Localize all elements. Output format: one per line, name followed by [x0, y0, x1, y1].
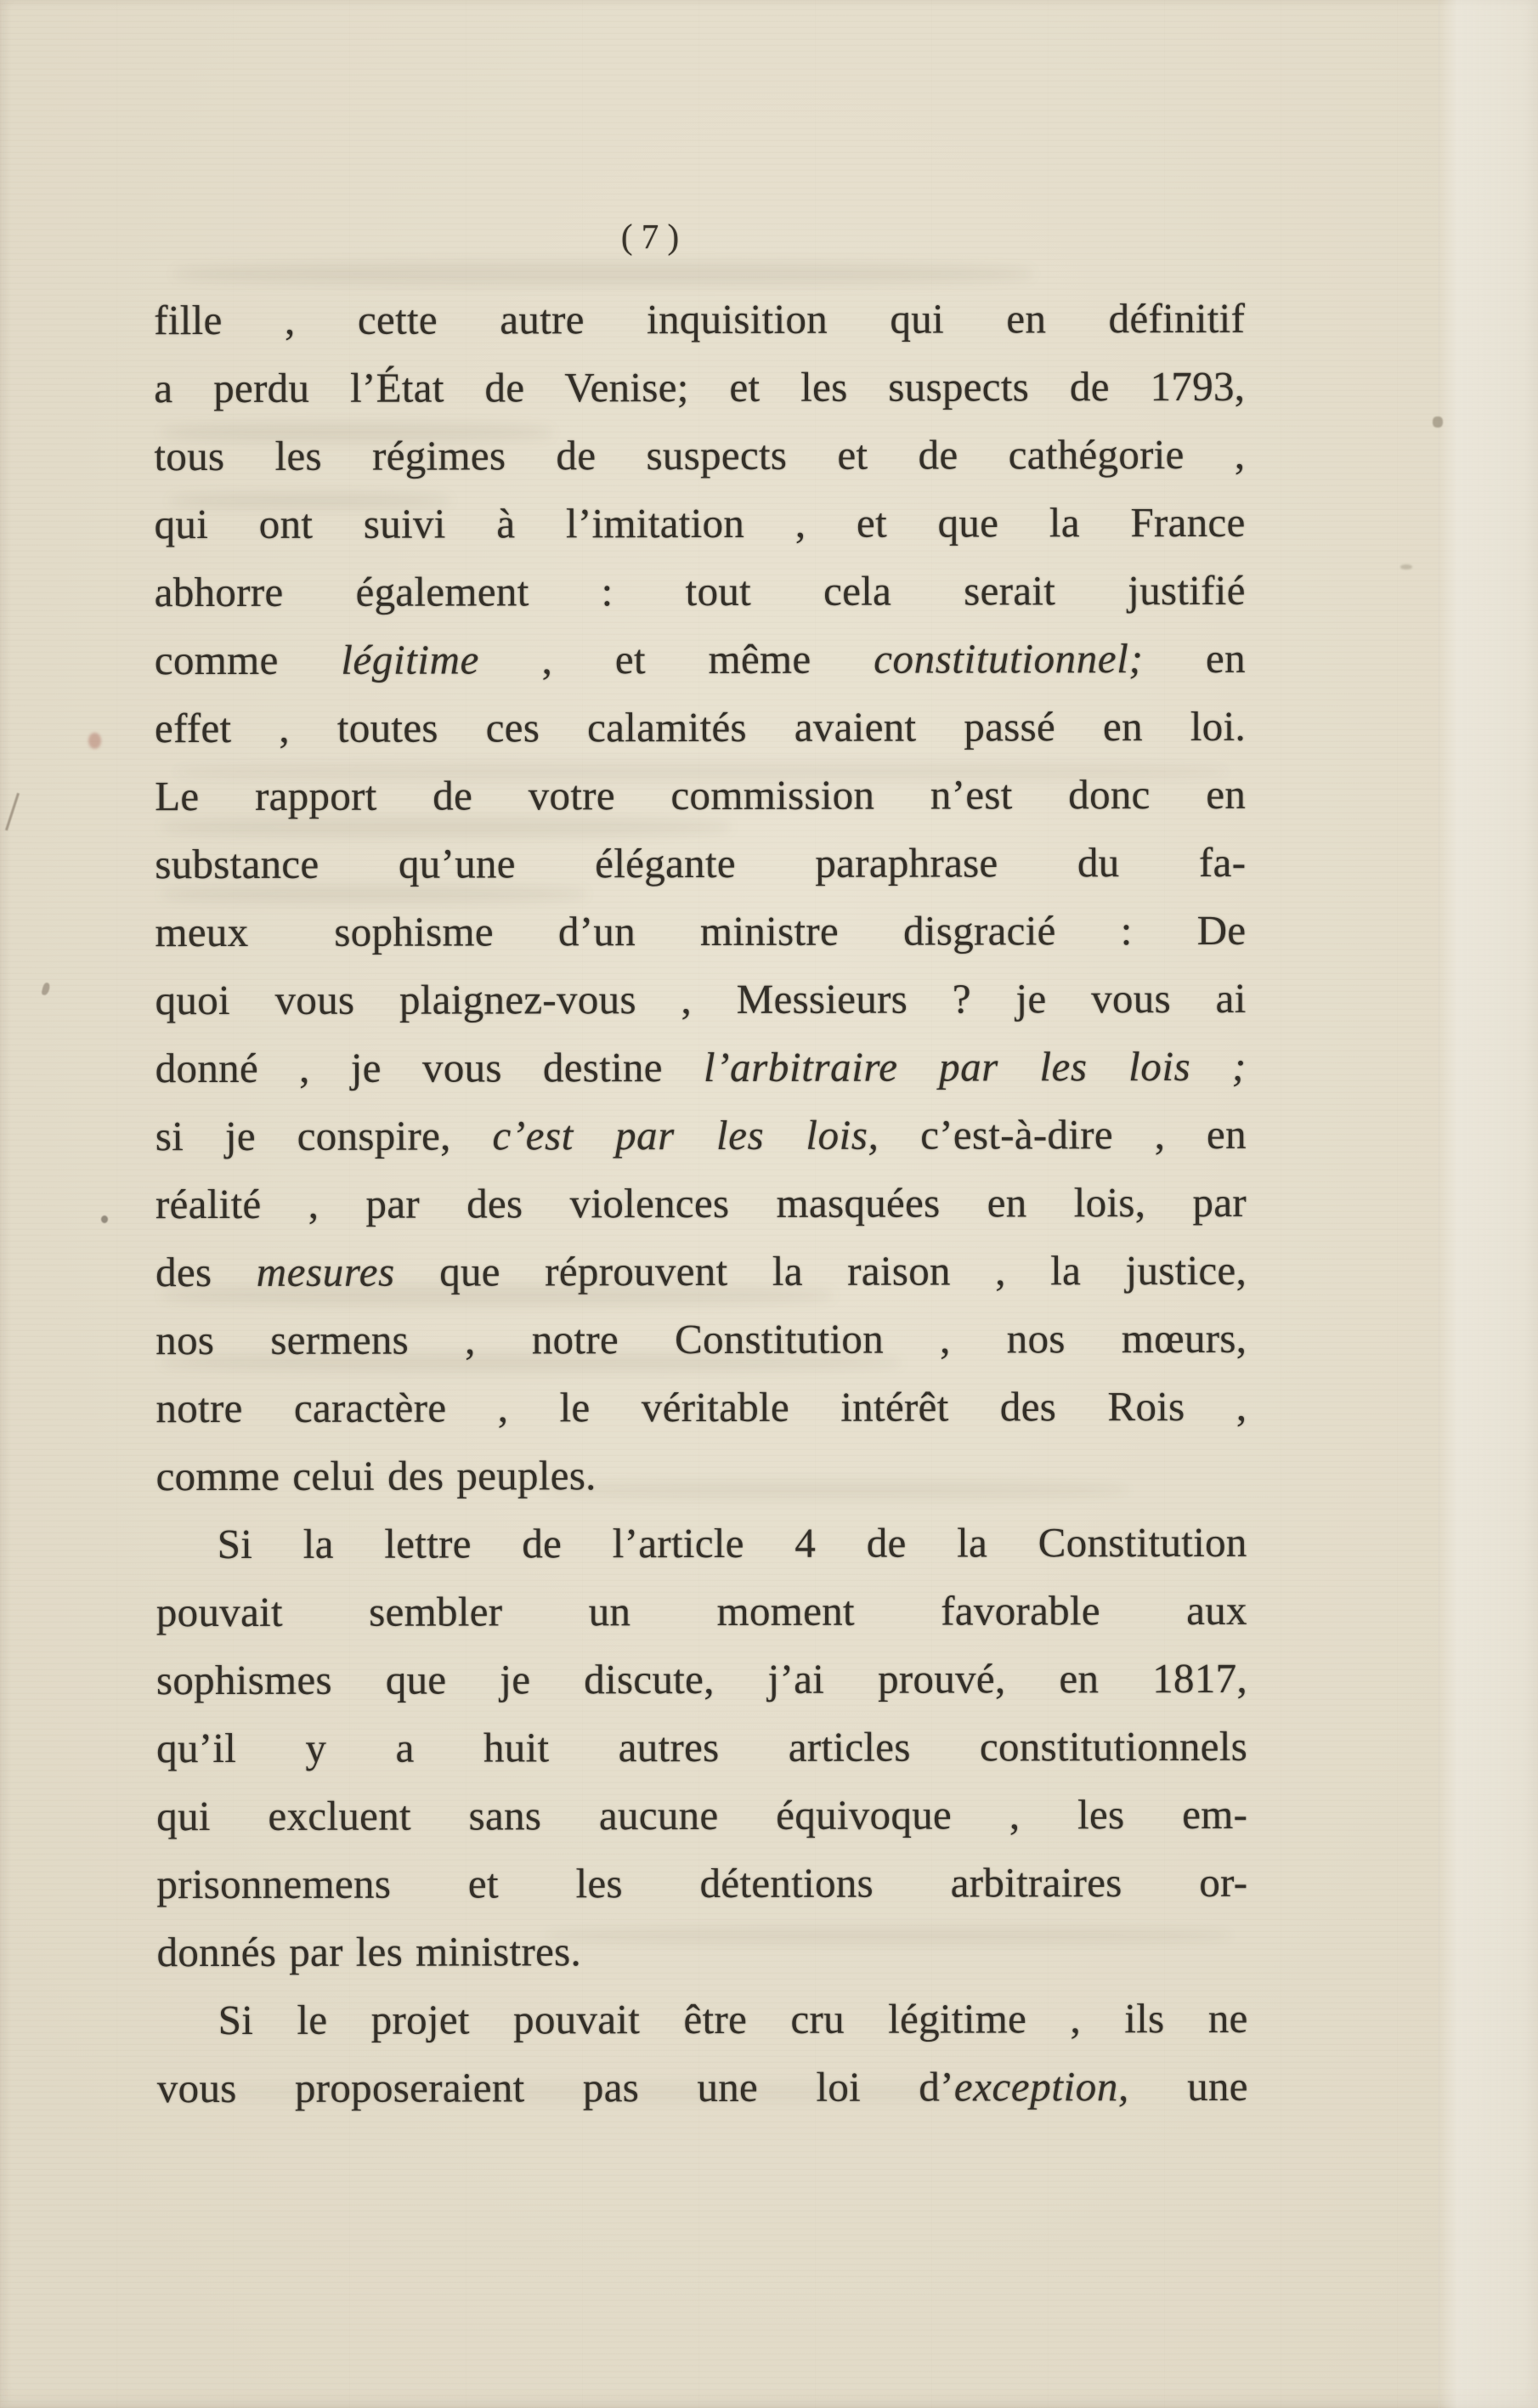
- text-line: [156, 1917, 1247, 1986]
- text-line: [157, 1985, 1248, 2054]
- italic-text-segment: mesures: [256, 1248, 395, 1295]
- scan-artifact: [88, 733, 101, 749]
- text-segment: fille , cette autre inquisition qui en définitif: [154, 294, 1246, 344]
- text-line: [155, 1441, 1247, 1510]
- text-segment: donnés par les ministres.: [156, 1928, 582, 1976]
- ink-show-through: [174, 262, 1032, 286]
- text-segment: une: [1128, 2062, 1248, 2111]
- scan-artifact: [101, 1215, 108, 1223]
- text-segment: comme celui des peuples.: [155, 1452, 597, 1500]
- text-line: [155, 1373, 1247, 1442]
- text-line: [155, 1101, 1247, 1170]
- text-line: [154, 285, 1245, 354]
- text-segment: Si le projet pouvait être cru légitime , ils ne: [218, 1994, 1248, 2043]
- text-line: [155, 1169, 1247, 1238]
- text-line: [154, 421, 1245, 490]
- italic-text-segment: légitime: [341, 636, 479, 683]
- text-segment: des: [155, 1248, 257, 1296]
- page-number: ( 7 ): [620, 217, 680, 256]
- text-line: [154, 353, 1245, 422]
- text-line: [156, 1713, 1247, 1782]
- text-block: [154, 285, 1248, 2122]
- text-line: [155, 693, 1246, 762]
- text-line: [156, 1849, 1247, 1918]
- page-edge-shading: [1439, 0, 1538, 2408]
- text-line: [155, 1033, 1247, 1102]
- scan-artifact: [1433, 416, 1443, 428]
- text-segment: qui ont suivi à l’imitation , et que la France: [154, 498, 1246, 548]
- text-segment: que réprouvent la raison , la justice,: [394, 1246, 1247, 1295]
- text-line: [155, 625, 1246, 694]
- italic-text-segment: c’est par les lois,: [492, 1111, 879, 1159]
- text-line: [157, 2053, 1248, 2122]
- text-segment: vous proposeraient pas une loi d’: [156, 2063, 954, 2112]
- text-segment: en: [1143, 634, 1246, 683]
- text-segment: effet , toutes ces calamités avaient passé en loi.: [154, 702, 1247, 752]
- italic-text-segment: constitutionnel;: [874, 635, 1144, 683]
- text-line: [156, 1781, 1247, 1850]
- text-segment: c’est-à-dire , en: [879, 1110, 1247, 1159]
- scan-artifact: [41, 982, 50, 995]
- text-segment: a perdu l’État de Venise; et les suspects de 1793,: [154, 362, 1246, 412]
- text-segment: Si la lettre de l’article 4 de la Constitution: [217, 1518, 1247, 1567]
- text-segment: réalité , par des violences masquées en lois, par: [155, 1178, 1247, 1228]
- text-segment: Le rapport de votre commission n’est donc en: [155, 770, 1247, 820]
- text-segment: sophismes que je discute, j’ai prouvé, en 1817,: [155, 1654, 1248, 1704]
- text-line: [155, 1237, 1247, 1306]
- text-segment: comme: [154, 636, 342, 684]
- italic-text-segment: exception,: [953, 2063, 1129, 2111]
- text-line: [155, 965, 1247, 1034]
- text-segment: notre caractère , le véritable intérêt des Rois ,: [155, 1382, 1247, 1432]
- text-segment: prisonnemens et les détentions arbitraires or-: [156, 1858, 1248, 1908]
- text-segment: abhorre également : tout cela serait justifié: [154, 566, 1246, 616]
- text-line: [155, 1305, 1247, 1374]
- scan-artifact: [5, 793, 20, 831]
- text-segment: tous les régimes de suspects et de cathégorie ,: [154, 430, 1246, 480]
- text-segment: nos sermens , notre Constitution , nos mœurs,: [155, 1314, 1247, 1364]
- text-segment: donné , je vous destine: [155, 1043, 704, 1092]
- text-segment: , et même: [478, 635, 874, 683]
- text-segment: meux sophisme d’un ministre disgracié : De: [155, 906, 1247, 956]
- text-line: [155, 761, 1246, 830]
- text-line: [156, 1509, 1247, 1578]
- text-line: [155, 557, 1246, 626]
- text-segment: substance qu’une élégante paraphrase du fa-: [155, 838, 1247, 888]
- text-segment: si je conspire,: [155, 1112, 493, 1160]
- text-line: [155, 897, 1246, 966]
- text-segment: quoi vous plaignez-vous , Messieurs ? je vous ai: [155, 974, 1247, 1024]
- scan-artifact: [1400, 564, 1412, 569]
- text-line: [156, 1577, 1247, 1646]
- text-segment: qu’il y a huit autres articles constitutionnels: [156, 1722, 1248, 1772]
- italic-text-segment: l’arbitraire par les lois ;: [703, 1042, 1247, 1091]
- text-line: [155, 489, 1246, 558]
- text-line: [156, 1645, 1247, 1714]
- text-segment: qui excluent sans aucune équivoque , les em-: [156, 1790, 1248, 1840]
- text-segment: pouvait sembler un moment favorable aux: [155, 1586, 1247, 1636]
- text-line: [155, 829, 1246, 898]
